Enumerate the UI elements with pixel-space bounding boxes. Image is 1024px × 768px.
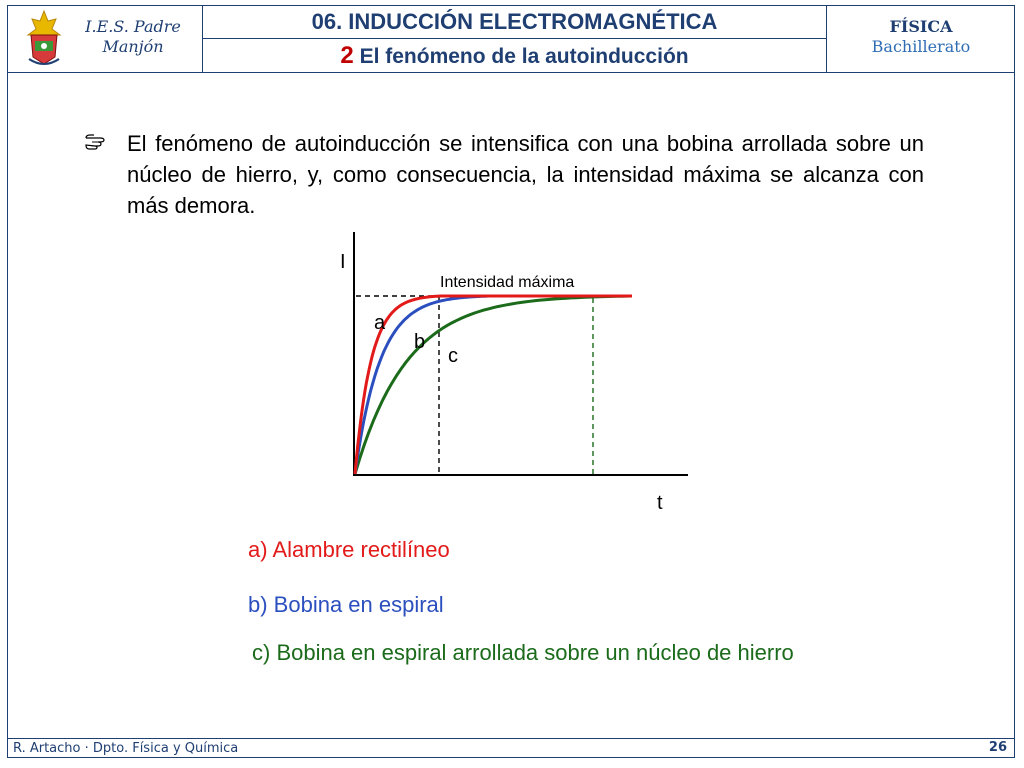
section-title xyxy=(203,39,826,72)
curve-c xyxy=(355,296,631,474)
bullet-text: El fenómeno de autoinducción se intensifica con una bobina arrollada sobre un núcleo de hierro, y, como consecuencia, la intensidad máxima se alcanza con más demora. xyxy=(127,131,924,218)
max-intensity-annotation: Intensidad máxima xyxy=(440,274,575,291)
page-number: 26 xyxy=(988,740,1007,755)
legend-item-a: a) Alambre rectilíneo xyxy=(248,537,450,562)
school-logo-box xyxy=(7,5,203,72)
author-credit: R. Artacho · Dpto. Física y Química xyxy=(13,741,239,756)
section-title-text: El fenómeno de la autoinducción xyxy=(359,45,689,68)
slide-header xyxy=(7,5,1015,73)
curve-label-c: c xyxy=(448,345,458,367)
school-emblem-icon xyxy=(23,9,65,67)
legend-item-c: c) Bobina en espiral arrollada sobre un núcleo de hierro xyxy=(252,640,794,665)
curve-label-b: b xyxy=(414,331,426,353)
level-label: Bachillerato xyxy=(871,37,971,56)
subject-box xyxy=(827,5,1015,72)
subject-label: FÍSICA xyxy=(889,17,953,36)
school-name: I.E.S. Padre Manjón xyxy=(85,17,181,56)
y-axis-label: I xyxy=(340,251,346,273)
curve-label-a: a xyxy=(374,312,386,334)
pointing-hand-icon xyxy=(84,130,110,150)
legend-item-b: b) Bobina en espiral xyxy=(248,592,444,617)
title-box xyxy=(203,5,827,72)
section-number: 2 xyxy=(340,42,354,69)
curve-a xyxy=(355,296,440,474)
x-axis-label: t xyxy=(657,492,663,514)
unit-title: 06. INDUCCIÓN ELECTROMAGNÉTICA xyxy=(203,5,826,39)
current-time-graph xyxy=(320,228,720,518)
slide-footer xyxy=(7,738,1015,758)
